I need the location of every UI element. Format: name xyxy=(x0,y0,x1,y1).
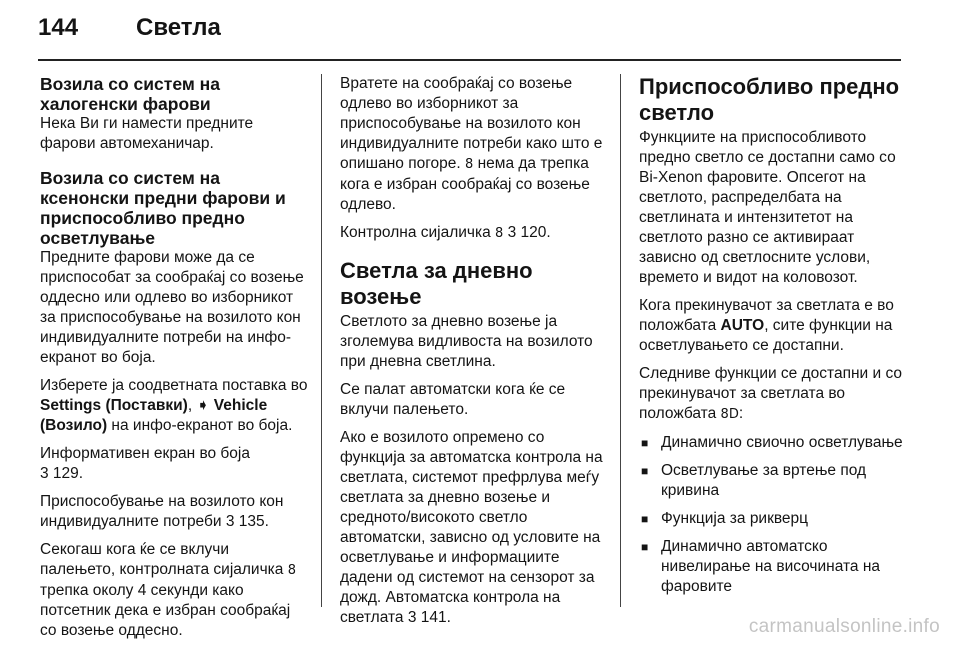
para-return-left: Вратете на сообраќај со возење одлево во изборникот за приспособување на возилото кон индивидуалните потреби како што е опишано погоре. 8 нема да трепка кога е избран сообраќај со возење одлево. xyxy=(340,75,603,213)
page-ref-129[interactable]: 3 129. xyxy=(40,465,84,482)
page-ref-120[interactable]: 3 120. xyxy=(503,224,551,241)
page-ref-141[interactable]: 3 141. xyxy=(407,609,451,626)
heading-halogen: Возила со систем на халогенски фарови xyxy=(40,74,220,114)
para-every-ignition: Секогаш кога ќе се вклучи палењето, контролната сијаличка 8 трепка околу 4 секунди како потсетник дека е избран сообраќај со возење оддесно. xyxy=(40,541,296,639)
vehicle-menu-label: Vehicle (Возило) xyxy=(40,397,268,434)
column-left xyxy=(40,74,308,649)
para-afl-2: Кога прекинувачот за светлата е во положбата AUTO, сите функции на осветлувањето се достапни. xyxy=(639,297,894,354)
heading-daytime-running-lights: Светла за дневно возење xyxy=(340,258,533,309)
auto-position-label: AUTO xyxy=(720,317,765,334)
list-item: ■ Динамично свиочно осветлување xyxy=(639,433,907,453)
header-rule xyxy=(38,59,901,61)
low-beam-icon: 8D xyxy=(720,407,739,422)
para-drl-2: Се палат автоматски кога ќе се вклучи палењето. xyxy=(340,381,566,418)
arrow-icon: ➧ xyxy=(196,397,210,414)
page-title: Светла xyxy=(136,14,221,41)
list-item: ■ Динамично автоматско нивелирање на височината на фаровите xyxy=(639,537,907,597)
indicator-lamp-icon: 8 xyxy=(287,563,296,578)
heading-adaptive-light: Приспособливо предно светло xyxy=(639,74,900,125)
column-divider-right xyxy=(620,74,621,607)
para-afl-1: Функциите на приспособливото предно светло се достапни само со Bi-Xenon фаровите. Опсегот на светлото, распределбата на светлината и интензитетот на светлото разно се активираат зависно од светлосните услови, времето и видот на коловозот. xyxy=(639,129,896,286)
page-number: 144 xyxy=(38,14,79,41)
para-adapt: Приспособување на возилото кон индивидуалните потреби 3 135. xyxy=(40,493,284,530)
page-ref-135[interactable]: 3 135. xyxy=(225,513,269,530)
settings-menu-label: Settings (Поставки) xyxy=(40,397,188,414)
para-xenon-1: Предните фарови може да се приспособат за сообраќај со возење оддесно или одлево во изборникот за приспособување на возилото кон индивидуалните потреби на инфо-екранот во боја. xyxy=(40,249,304,366)
para-info-display: Информативен екран во боја 3 129. xyxy=(40,445,250,482)
heading-xenon: Возила со систем на ксенонски предни фарови и приспособливо предно осветлување xyxy=(40,168,286,248)
para-drl-1: Светлото за дневно возење ја зголемува видливоста на возилото при дневна светлина. xyxy=(340,313,593,370)
para-indicator-ref: Контролна сијаличка 8 3 120. xyxy=(340,224,551,241)
list-item: ■ Функција за рикверц xyxy=(639,509,907,529)
para-afl-3: Следниве функции се достапни и со прекинувачот за светлата во положбата 8D: xyxy=(639,365,903,422)
watermark: carmanualsonline.info xyxy=(748,616,940,637)
afl-function-list xyxy=(639,433,907,597)
para-drl-3: Ако е возилото опремено со функција за автоматска контрола на светлата, системот префрлува меѓу светлата за дневно возење и средното/високото светло автоматски, зависно од условите на осветлување и информациите дадени од системот на сензорот за дожд. Автоматска контрола на светлата 3 141. xyxy=(340,429,603,626)
list-item: ■ Осветлување за вртење под кривина xyxy=(639,461,907,501)
para-halogen: Нека Ви ги намести предните фарови автомеханичар. xyxy=(40,115,254,152)
para-xenon-2: Изберете ја соодветната поставка во Settings (Поставки), ➧ Vehicle (Возило) на инфо-екранот во боја. xyxy=(40,377,308,434)
column-middle xyxy=(340,74,608,636)
column-divider-left xyxy=(321,74,322,607)
indicator-lamp-icon: 8 xyxy=(495,226,504,241)
indicator-lamp-icon: 8 xyxy=(465,157,474,172)
column-right xyxy=(639,74,907,605)
